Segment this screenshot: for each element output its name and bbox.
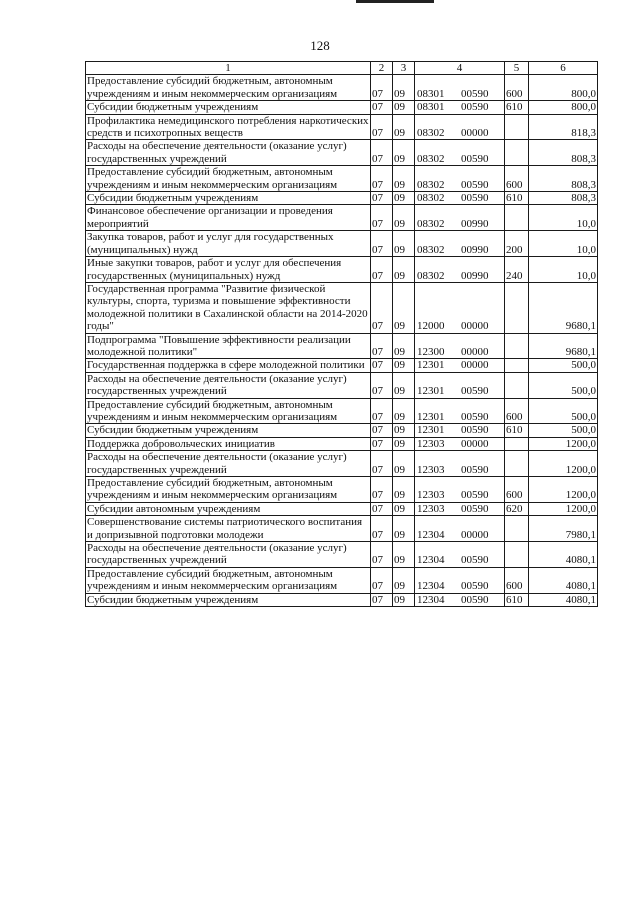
amount-cell: 1200,0	[529, 502, 598, 515]
expense-type-cell: 600	[505, 75, 529, 101]
header-col-5: 5	[505, 62, 529, 75]
target-article-cell	[415, 477, 505, 503]
target-article-cell	[415, 502, 505, 515]
target-article-program-code: 12303	[417, 437, 445, 450]
target-article-cell	[415, 75, 505, 101]
table-row	[86, 231, 598, 257]
expense-type-cell: 600	[505, 398, 529, 424]
section-code-cell: 07	[371, 451, 393, 477]
expense-type-cell: 600	[505, 477, 529, 503]
subsection-code-cell: 09	[393, 166, 415, 192]
target-article-cell	[415, 205, 505, 231]
target-article-direction-code: 00590	[461, 101, 489, 114]
subsection-code-cell: 09	[393, 140, 415, 166]
expense-name-cell: Расходы на обеспечение деятельности (оказание услуг) государственных учреждений	[86, 451, 371, 477]
table-row	[86, 502, 598, 515]
amount-cell: 10,0	[529, 205, 598, 231]
amount-cell: 500,0	[529, 359, 598, 372]
target-article-program-code: 12303	[417, 463, 445, 476]
target-article-cell	[415, 516, 505, 542]
section-code-cell: 07	[371, 75, 393, 101]
subsection-code-cell: 09	[393, 567, 415, 593]
target-article-cell	[415, 231, 505, 257]
table-body	[86, 75, 598, 607]
target-article-direction-code: 00590	[461, 385, 489, 398]
amount-cell: 9680,1	[529, 282, 598, 333]
section-code-cell: 07	[371, 372, 393, 398]
subsection-code-cell: 09	[393, 542, 415, 568]
target-article-direction-code: 00590	[461, 463, 489, 476]
table-row	[86, 477, 598, 503]
section-code-cell: 07	[371, 166, 393, 192]
target-article-direction-code: 00590	[461, 489, 489, 502]
target-article-cell	[415, 192, 505, 205]
section-code-cell: 07	[371, 333, 393, 359]
table-row	[86, 593, 598, 606]
subsection-code-cell: 09	[393, 192, 415, 205]
subsection-code-cell: 09	[393, 231, 415, 257]
expense-name-cell: Субсидии автономным учреждениям	[86, 502, 371, 515]
target-article-program-code: 12301	[417, 359, 445, 372]
subsection-code-cell: 09	[393, 437, 415, 450]
table-row	[86, 257, 598, 283]
target-article-direction-code: 00000	[461, 528, 489, 541]
target-article-direction-code: 00590	[461, 502, 489, 515]
target-article-program-code: 12304	[417, 593, 445, 606]
expense-name-cell: Государственная программа "Развитие физической культуры, спорта, туризма и повышение эффективности молодежной политики в Сахалинской области на 2014-2020 годы"	[86, 282, 371, 333]
target-article-direction-code: 00000	[461, 437, 489, 450]
expense-name-cell: Подпрограмма "Повышение эффективности реализации молодежной политики"	[86, 333, 371, 359]
target-article-direction-code: 00990	[461, 243, 489, 256]
target-article-cell	[415, 451, 505, 477]
subsection-code-cell: 09	[393, 451, 415, 477]
expense-name-cell: Закупка товаров, работ и услуг для государственных (муниципальных) нужд	[86, 231, 371, 257]
target-article-program-code: 12303	[417, 489, 445, 502]
amount-cell: 10,0	[529, 257, 598, 283]
amount-cell: 4080,1	[529, 593, 598, 606]
table-row	[86, 398, 598, 424]
expense-type-cell	[505, 451, 529, 477]
target-article-cell	[415, 140, 505, 166]
scan-edge-mark	[356, 0, 434, 3]
expense-type-cell	[505, 282, 529, 333]
amount-cell: 1200,0	[529, 437, 598, 450]
target-article-program-code: 08302	[417, 178, 445, 191]
target-article-program-code: 08302	[417, 152, 445, 165]
table-row	[86, 567, 598, 593]
target-article-direction-code: 00000	[461, 359, 489, 372]
table-row	[86, 516, 598, 542]
section-code-cell: 07	[371, 593, 393, 606]
target-article-cell	[415, 333, 505, 359]
target-article-cell	[415, 114, 505, 140]
table-row	[86, 359, 598, 372]
target-article-cell	[415, 282, 505, 333]
expense-name-cell: Субсидии бюджетным учреждениям	[86, 101, 371, 114]
amount-cell: 4080,1	[529, 542, 598, 568]
expense-type-cell: 610	[505, 101, 529, 114]
amount-cell: 4080,1	[529, 567, 598, 593]
target-article-cell	[415, 398, 505, 424]
expense-type-cell	[505, 114, 529, 140]
expense-type-cell	[505, 542, 529, 568]
header-col-3: 3	[393, 62, 415, 75]
target-article-program-code: 12300	[417, 345, 445, 358]
expense-name-cell: Финансовое обеспечение организации и проведения мероприятий	[86, 205, 371, 231]
target-article-cell	[415, 166, 505, 192]
expense-type-cell: 600	[505, 567, 529, 593]
expense-type-cell	[505, 140, 529, 166]
expense-name-cell: Субсидии бюджетным учреждениям	[86, 424, 371, 437]
target-article-direction-code: 00590	[461, 87, 489, 100]
expense-type-cell	[505, 516, 529, 542]
target-article-program-code: 08301	[417, 87, 445, 100]
expense-name-cell: Предоставление субсидий бюджетным, автономным учреждениям и иным некоммерческим организациям	[86, 75, 371, 101]
section-code-cell: 07	[371, 205, 393, 231]
table-row	[86, 437, 598, 450]
table-row	[86, 424, 598, 437]
table-row	[86, 166, 598, 192]
table-row	[86, 205, 598, 231]
amount-cell: 1200,0	[529, 451, 598, 477]
header-col-6: 6	[529, 62, 598, 75]
expense-name-cell: Предоставление субсидий бюджетным, автономным учреждениям и иным некоммерческим организациям	[86, 166, 371, 192]
expense-name-cell: Совершенствование системы патриотического воспитания и допризывной подготовки молодежи	[86, 516, 371, 542]
amount-cell: 9680,1	[529, 333, 598, 359]
expense-name-cell: Предоставление субсидий бюджетным, автономным учреждениям и иным некоммерческим организациям	[86, 567, 371, 593]
target-article-program-code: 08301	[417, 101, 445, 114]
target-article-direction-code: 00590	[461, 152, 489, 165]
section-code-cell: 07	[371, 437, 393, 450]
section-code-cell: 07	[371, 542, 393, 568]
expense-type-cell	[505, 372, 529, 398]
target-article-cell	[415, 424, 505, 437]
section-code-cell: 07	[371, 140, 393, 166]
table-row	[86, 282, 598, 333]
section-code-cell: 07	[371, 114, 393, 140]
target-article-program-code: 08302	[417, 192, 445, 205]
target-article-direction-code: 00000	[461, 320, 489, 333]
subsection-code-cell: 09	[393, 101, 415, 114]
table-row	[86, 101, 598, 114]
expense-type-cell: 600	[505, 166, 529, 192]
header-col-4: 4	[415, 62, 505, 75]
expense-type-cell: 610	[505, 192, 529, 205]
expense-name-cell: Государственная поддержка в сфере молодежной политики	[86, 359, 371, 372]
subsection-code-cell: 09	[393, 398, 415, 424]
page-number: 128	[310, 38, 330, 53]
header-col-1: 1	[86, 62, 371, 75]
table-row	[86, 140, 598, 166]
section-code-cell: 07	[371, 477, 393, 503]
target-article-program-code: 08302	[417, 243, 445, 256]
target-article-program-code: 12301	[417, 385, 445, 398]
amount-cell: 10,0	[529, 231, 598, 257]
table-row	[86, 451, 598, 477]
target-article-program-code: 12304	[417, 528, 445, 541]
section-code-cell: 07	[371, 257, 393, 283]
target-article-direction-code: 00000	[461, 345, 489, 358]
subsection-code-cell: 09	[393, 257, 415, 283]
target-article-direction-code: 00590	[461, 424, 489, 437]
table-row	[86, 372, 598, 398]
expense-type-cell: 200	[505, 231, 529, 257]
expense-name-cell: Иные закупки товаров, работ и услуг для обеспечения государственных (муниципальных) нужд	[86, 257, 371, 283]
target-article-program-code: 08302	[417, 269, 445, 282]
subsection-code-cell: 09	[393, 359, 415, 372]
table-row	[86, 75, 598, 101]
target-article-direction-code: 00590	[461, 178, 489, 191]
target-article-program-code: 12304	[417, 580, 445, 593]
subsection-code-cell: 09	[393, 477, 415, 503]
target-article-program-code: 12301	[417, 424, 445, 437]
expense-name-cell: Предоставление субсидий бюджетным, автономным учреждениям и иным некоммерческим организациям	[86, 398, 371, 424]
target-article-cell	[415, 257, 505, 283]
target-article-cell	[415, 542, 505, 568]
expense-type-cell	[505, 359, 529, 372]
expense-type-cell: 240	[505, 257, 529, 283]
target-article-direction-code: 00590	[461, 192, 489, 205]
subsection-code-cell: 09	[393, 114, 415, 140]
expense-name-cell: Поддержка добровольческих инициатив	[86, 437, 371, 450]
subsection-code-cell: 09	[393, 516, 415, 542]
expense-name-cell: Расходы на обеспечение деятельности (оказание услуг) государственных учреждений	[86, 372, 371, 398]
amount-cell: 500,0	[529, 398, 598, 424]
subsection-code-cell: 09	[393, 75, 415, 101]
section-code-cell: 07	[371, 101, 393, 114]
expense-name-cell: Расходы на обеспечение деятельности (оказание услуг) государственных учреждений	[86, 140, 371, 166]
amount-cell: 500,0	[529, 424, 598, 437]
amount-cell: 1200,0	[529, 477, 598, 503]
target-article-direction-code: 00000	[461, 127, 489, 140]
section-code-cell: 07	[371, 567, 393, 593]
target-article-cell	[415, 593, 505, 606]
expense-name-cell: Профилактика немедицинского потребления наркотических средств и психотропных веществ	[87, 114, 369, 140]
target-article-program-code: 12304	[417, 554, 445, 567]
expense-type-cell	[505, 333, 529, 359]
amount-cell: 7980,1	[529, 516, 598, 542]
table-header-row	[86, 62, 598, 75]
section-code-cell: 07	[371, 231, 393, 257]
target-article-program-code: 12301	[417, 410, 445, 423]
target-article-direction-code: 00990	[461, 217, 489, 230]
target-article-cell	[415, 359, 505, 372]
amount-cell: 808,3	[529, 140, 598, 166]
section-code-cell: 07	[371, 192, 393, 205]
expense-type-cell: 610	[505, 593, 529, 606]
target-article-direction-code: 00590	[461, 580, 489, 593]
target-article-cell	[415, 567, 505, 593]
amount-cell: 800,0	[529, 75, 598, 101]
subsection-code-cell: 09	[393, 593, 415, 606]
target-article-program-code: 12000	[417, 320, 445, 333]
subsection-code-cell: 09	[393, 424, 415, 437]
subsection-code-cell: 09	[393, 333, 415, 359]
subsection-code-cell: 09	[393, 502, 415, 515]
table-row	[86, 542, 598, 568]
target-article-program-code: 08302	[417, 127, 445, 140]
target-article-program-code: 08302	[417, 217, 445, 230]
section-code-cell: 07	[371, 398, 393, 424]
target-article-cell	[415, 437, 505, 450]
expense-name-cell: Субсидии бюджетным учреждениям	[86, 593, 371, 606]
header-col-2: 2	[371, 62, 393, 75]
table-row	[86, 114, 598, 140]
budget-table	[85, 61, 598, 607]
target-article-direction-code: 00990	[461, 269, 489, 282]
expense-type-cell	[505, 437, 529, 450]
amount-cell: 808,3	[529, 192, 598, 205]
target-article-direction-code: 00590	[461, 554, 489, 567]
subsection-code-cell: 09	[393, 205, 415, 231]
section-code-cell: 07	[371, 502, 393, 515]
amount-cell: 500,0	[529, 372, 598, 398]
section-code-cell: 07	[371, 424, 393, 437]
target-article-direction-code: 00590	[461, 593, 489, 606]
expense-type-cell	[505, 205, 529, 231]
table-row	[86, 192, 598, 205]
expense-name-cell: Предоставление субсидий бюджетным, автономным учреждениям и иным некоммерческим организациям	[86, 477, 371, 503]
target-article-program-code: 12303	[417, 502, 445, 515]
table-row	[86, 333, 598, 359]
section-code-cell: 07	[371, 516, 393, 542]
subsection-code-cell: 09	[393, 282, 415, 333]
subsection-code-cell: 09	[393, 372, 415, 398]
expense-type-cell: 610	[505, 424, 529, 437]
amount-cell: 818,3	[529, 114, 598, 140]
target-article-cell	[415, 101, 505, 114]
target-article-direction-code: 00590	[461, 410, 489, 423]
amount-cell: 800,0	[529, 101, 598, 114]
expense-name-cell: Субсидии бюджетным учреждениям	[86, 192, 371, 205]
target-article-cell	[415, 372, 505, 398]
section-code-cell: 07	[371, 282, 393, 333]
section-code-cell: 07	[371, 359, 393, 372]
amount-cell: 808,3	[529, 166, 598, 192]
expense-type-cell: 620	[505, 502, 529, 515]
expense-name-cell: Расходы на обеспечение деятельности (оказание услуг) государственных учреждений	[86, 542, 371, 568]
